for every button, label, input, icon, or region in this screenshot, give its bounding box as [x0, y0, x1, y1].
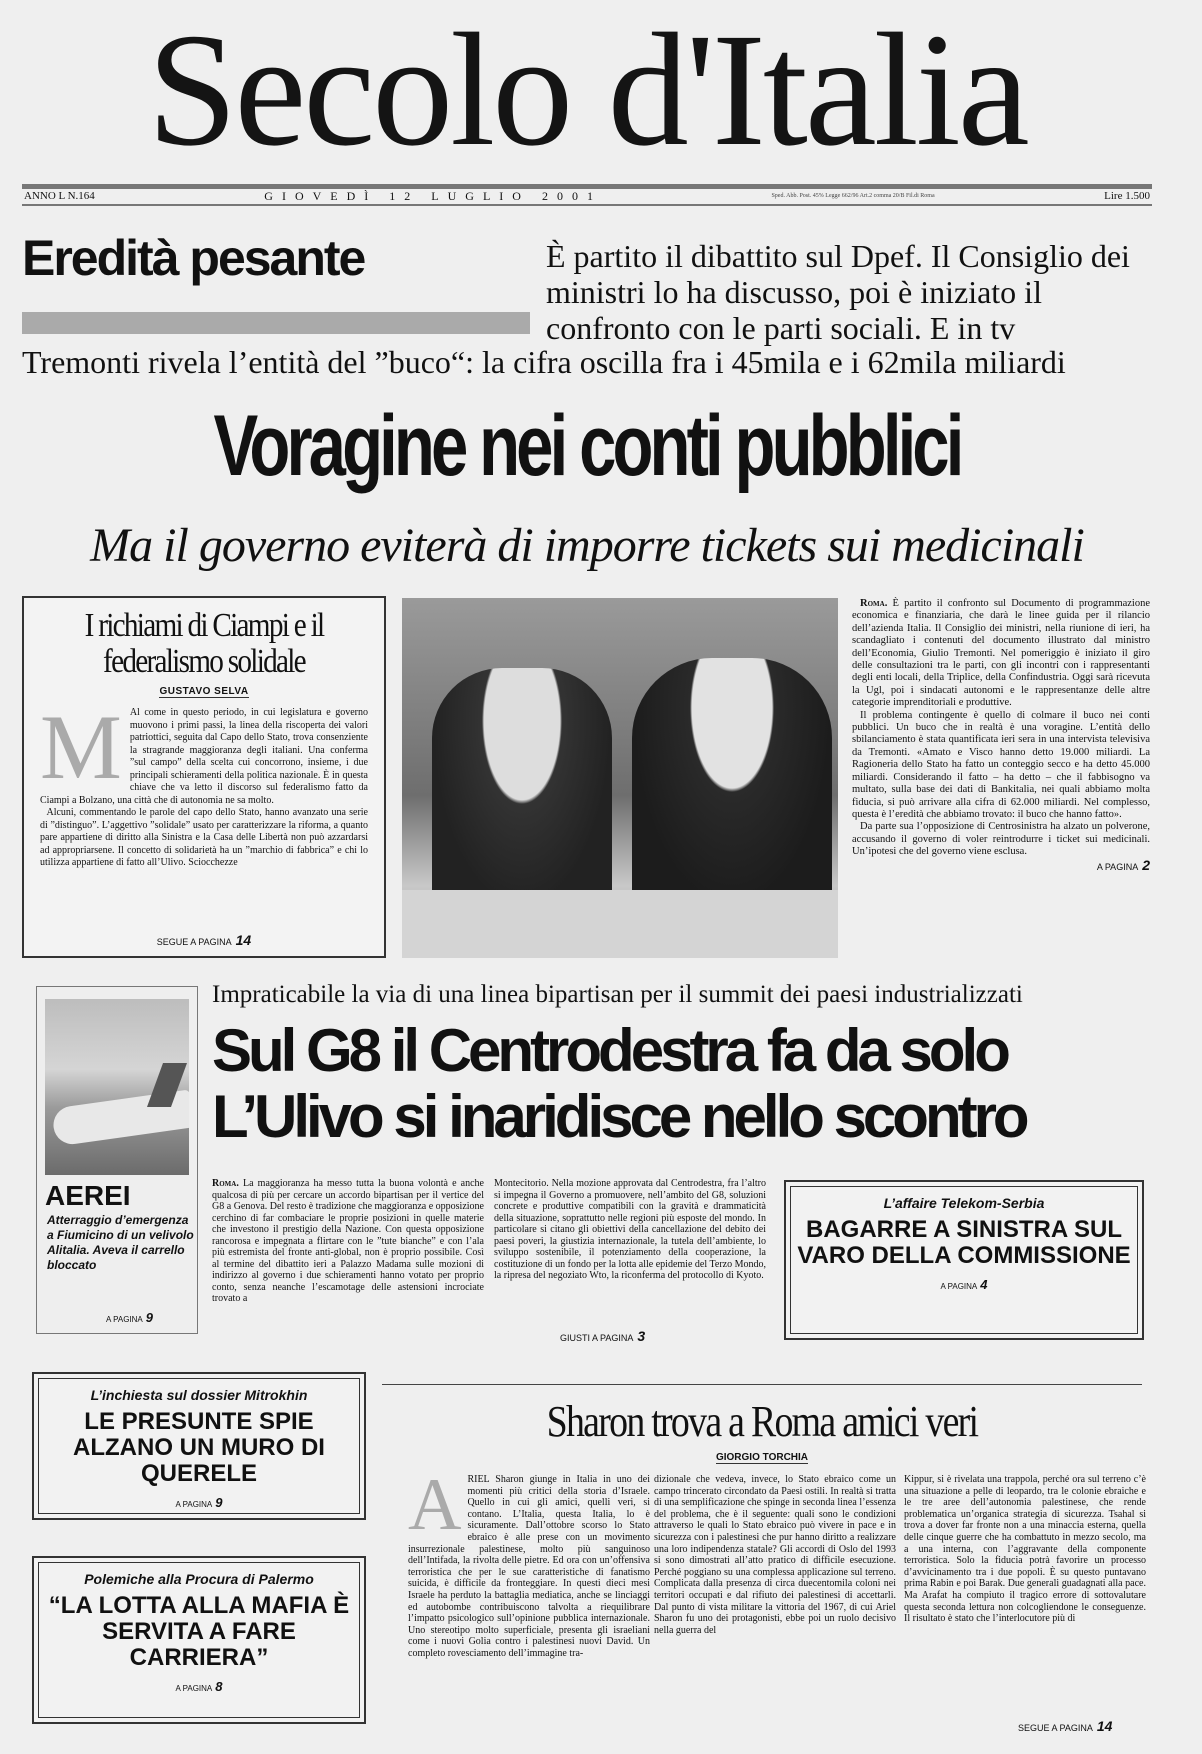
- g8-page-label: GIUSTI A PAGINA: [560, 1333, 634, 1343]
- palermo-page-label: A PAGINA: [175, 1684, 213, 1693]
- sharon-author: GIORGIO TORCHIA: [715, 1452, 809, 1463]
- aerei-box[interactable]: [36, 986, 198, 1334]
- lead-text-1: È partito il confronto sul Documento di programmazione economica e finanziaria, che darà le linee guida per il rilancio dell’azienda Italia. Il Consiglio dei ministri, nella riunione di ieri, ha scandagliato i contenuti del documento illustrato dal ministro dell’Economia, Giulio Tremonti. Nel pomeriggio è iniziato il giro delle consultazioni tra le parti, con gli incontri con i rappresentanti degli enti locali, della Triplice, della Confindustria. Oggi sarà ricevuta la Ugl, poi i sindacati autonomi e le rappresentanze delle altre categorie imprenditoriali e produttive.: [852, 598, 1151, 709]
- palermo-box[interactable]: [32, 1556, 366, 1724]
- aerei-photo: [45, 999, 189, 1175]
- editorial-byline: [24, 686, 384, 697]
- telekom-page-num: 4: [980, 1277, 988, 1292]
- aerei-page-label: A PAGINA: [106, 1315, 143, 1324]
- sharon-column-2: dizionale che vedeva, invece, lo Stato ebraico come un campo trincerato circondato da Paesi ostili. In realtà si tratta di una semplificazione che spinge in seconda linea l’essenza del problema, che è il seguente: quali sono le condizioni attraverso le quali lo Stato ebraico può vivere in pace e in sicurezza con i palestinesi che pur hanno diritto a realizzare una loro indipendenza statale? Gli accordi di Oslo del 1993 si sono dimostrati all’atto pratico di difficile esecuzione. Perché poggiano su una complessa applicazione sul terreno. Complicata dalla presenza di circa duecentomila coloni nei territori occupati e dal rifiuto dei palestinesi di accettarli. Dal punto di vista militare la vittoria del 1967, di cui Ariel Sharon fu uno dei protagonisti, ebbe poi un ruolo decisivo nella guerra del: [654, 1474, 896, 1636]
- editorial-continued[interactable]: [24, 932, 384, 948]
- g8-kicker: Impraticabile la via di una linea bipartisan per il summit dei paesi industrializzati: [212, 981, 1023, 1008]
- postal-notice: Sped. Abb. Post. 45% Legge 662/96 Art.2 comma 20/B Fil.di Roma: [771, 193, 935, 199]
- sharon-byline: [382, 1452, 1142, 1463]
- mitrokhin-page-ref: [39, 1495, 359, 1510]
- editorial-paragraph-2: Alcuni, commentando le parole del capo dello Stato, hanno avanzato una serie di ”distinguo”. L’aggettivo ”solidale” usato per caratterizzare la riforma, a quanto pare appartiene di diritto alla Sinistra e la Casa delle Libertà non può azzardarsi ad appropriarsene. Il concetto di solidarietà ha un ”marchio di fabbrica” e chi lo utilizza appartiene di fatto all’Ulivo. Sciocchezze: [40, 807, 368, 868]
- telekom-inner: [790, 1186, 1138, 1334]
- g8-headline-line-2: L’Ulivo si inaridisce nello scontro: [212, 1083, 1026, 1150]
- lead-paragraph-2: Il problema contingente è quello di colmare il buco nei conti pubblici. Un buco che in realtà è una voragine. L’entità dello sbilanciamento è stata quantificata ieri sera in una intervista televisiva da Tremonti. «Amato e Visco hanno detto 19.000 miliardi. La Ragioneria dello Stato ha fatto un conteggio secco e ha detto 45.000 miliardi. Considerando il fatto – ha detto – che il fabbisogno va multato, sulla base dei dati di Bankitalia, nei quali abbiamo molta fiducia, si può arrivare alla cifra di 62.000 miliardi. Nel complesso, questa è l’eredità che abbiamo trovato: il buco che hanno fatto».: [852, 709, 1150, 820]
- masthead-title: Secolo d'Italia: [147, 1, 1027, 180]
- sharon-column-3: Kippur, si è rivelata una trappola, perché ora sul terreno c’è una situazione a pelle di leopardo, tra le colonie ebraiche e le tre aree dell’autonomia palestinese, che rende problematica un’organica strategia di sicurezza. Tsahal si trova a dover far fronte non a una minaccia esterna, quella delle cinque guerre che ha combattuto in mezzo secolo, ma a una interna, con l’aggravante della componente terroristica. Solo la fiducia potrà favorire un processo d’avvicinamento tra i due popoli. È su questo puntavano prima Rabin e poi Barak. Due generali guadagnati alla pace. Ma Arafat ha compiuto il tragico errore di sottovalutare questa seconda lettura non colcogliendone le conseguenze. Il risultato è stato che l’interlocutore più di: [904, 1474, 1146, 1625]
- issue-date: GIOVEDÌ 12 LUGLIO 2001: [264, 189, 602, 203]
- mitrokhin-inner: [38, 1378, 360, 1514]
- aerei-page-num: 9: [145, 1310, 153, 1325]
- editorial-paragraph-1: Al come in questo periodo, in cui legislatura e governo muovono i primi passi, la linea della riscoperta dei valori patriottici, seguita dal Capo dello Stato, trova consenziente la stragrande maggioranza degli italiani. Una conferma ”sul campo” della scelta cui concorrono, insieme, i due principali schieramenti della politica nazionale. È in questa chiave che va letto il discorso sul federalismo fatto da Ciampi a Bolzano, una città che di autonomia ne sa molto.: [40, 707, 368, 806]
- g8-column-2: Montecitorio. Nella mozione approvata dal Centrodestra, fra l’altro si impegna il Governo a promuovere, nell’ambito del G8, soluzioni concrete e produttive compatibili con la gravità e drammaticità della situazione, soprattutto nelle regioni più esposte del mondo. In particolare si citano gli obiettivi della cancellazione del debito dei paesi poveri, la giustizia internazionale, la tutela dell’ambiente, lo sviluppo sostenibile, il potenziamento della cooperazione, la costituzione di un fondo per la lotta alle epidemie del Terzo Mondo, la ripresa del negoziato Wto, la riconferma del protocollo di Kyoto.: [494, 1178, 766, 1281]
- lead-subline: Tremonti rivela l’entità del ”buco“: la cifra oscilla fra i 45mila e i 62mila miliardi: [22, 344, 1066, 380]
- sharon-text-1: RIEL Sharon giunge in Italia in uno dei momenti più critici della storia d’Israele. Quello in cui gli amici, quelli veri, si contano. L’Italia, questa Italia, lo è sicuramente. Dall’ottobre scorso lo Stato ebraico è alle prese con un movimento insurrezionale palestinese, molto più sanguinoso dell’Intifada, la rivolta delle pietre. Ed ora con un’offensiva terroristica che per le sue caratteristiche di fanatismo suicida, è difficile da fronteggiare. In questi dieci mesi Israele ha perduto la battaglia mediatica, anche se linciaggi ed autobombe contribuiscono talvolta a riequilibrare l’impatto psicologico sull’opinione pubblica internazionale. Uno stereotipo molto superficiale, presenta gli israeliani come i nuovi Golia contro i palestinesi nuovi David. Un completo rovesciamento dell’immagine tra-: [408, 1474, 650, 1659]
- telekom-headline: BAGARRE A SINISTRA SUL VARO DELLA COMMISSIONE: [797, 1216, 1131, 1269]
- editorial-dropcap: M: [40, 707, 122, 798]
- lead-dateline: Roma.: [860, 598, 888, 609]
- telekom-kicker: L’affaire Telekom-Serbia: [883, 1195, 1045, 1211]
- palermo-headline: “LA LOTTA ALLA MAFIA È SERVITA A FARE CARRIERA”: [48, 1592, 350, 1671]
- lead-paragraph-3: Da parte sua l’opposizione di Centrosinistra ha alzato un polverone, accusando il governo di voler reintrodurre i ticket sui medicinali. Un’ipotesi che del governo viene esclusa.: [852, 821, 1150, 858]
- g8-page-num: 3: [637, 1328, 646, 1344]
- telekom-box[interactable]: [784, 1180, 1144, 1340]
- continued-page: 14: [235, 932, 252, 948]
- continued-label: SEGUE A PAGINA: [156, 937, 232, 947]
- aerei-page-ref: [106, 1310, 153, 1325]
- editorial-box[interactable]: [22, 596, 386, 958]
- mitrokhin-box[interactable]: [32, 1372, 366, 1520]
- aerei-title: AEREI: [45, 1180, 131, 1211]
- lead-continued-page: 2: [1142, 856, 1150, 873]
- dateline: [22, 184, 1152, 206]
- lead-photo: [402, 598, 838, 958]
- mitrokhin-page-num: 9: [215, 1495, 223, 1510]
- photo-desk: [402, 890, 838, 958]
- g8-text-1: La maggioranza ha messo tutta la buona volontà e anche qualcosa di più per cercare un accordo bipartisan per il vertice del G8 a Genova. Del resto è tradizione che maggioranza e opposizione cerchino di far combaciare le proprie posizioni in quelle materie che investono il prestigio della Nazione. Con questa opposizione rancorosa e impegnata a flirtare con le ”tute bianche” e con l’ala più estremista del fronte anti-global, non è proprio possibile. Così al termine del dibattito ieri a Palazzo Madama sulle mozioni di indirizzo al governo i due schieramenti hanno votato per proprio conto, senza neanche l’escamotage delle astensioni incrociate trovato a: [212, 1178, 484, 1304]
- editorial-title: I richiami di Ciampi e il federalismo solidale: [84, 607, 324, 680]
- g8-column-1: [212, 1178, 484, 1305]
- mitrokhin-headline: LE PRESUNTE SPIE ALZANO UN MURO DI QUERELE: [73, 1408, 325, 1487]
- sharon-column-1: [408, 1474, 650, 1716]
- sharon-dropcap: A: [408, 1474, 462, 1546]
- sharon-continued-page: 14: [1096, 1718, 1113, 1734]
- palermo-page-ref: [39, 1679, 359, 1694]
- kicker-bar: [22, 312, 530, 334]
- g8-dateline: Roma.: [212, 1178, 239, 1189]
- issue-price: Lire 1.500: [1104, 190, 1150, 202]
- aerei-text: Atterraggio d’emergenza a Fiumicino di un velivolo Alitalia. Aveva il carrello bloccato: [47, 1213, 194, 1272]
- lead-headline[interactable]: Voragine nei conti pubblici: [213, 398, 961, 494]
- sharon-headline[interactable]: Sharon trova a Roma amici veri: [546, 1397, 978, 1446]
- g8-headline-line-1: Sul G8 il Centrodestra fa da solo: [212, 1017, 1007, 1084]
- lead-kicker: Eredità pesante: [22, 230, 365, 286]
- section-divider: [382, 1384, 1142, 1385]
- g8-page-ref[interactable]: [560, 1328, 645, 1344]
- issue-number: ANNO L N.164: [24, 190, 95, 202]
- mitrokhin-kicker: L’inchiesta sul dossier Mitrokhin: [90, 1387, 308, 1403]
- sharon-continued-label: SEGUE A PAGINA: [1018, 1723, 1093, 1733]
- telekom-page-ref: [791, 1277, 1137, 1292]
- lead-paragraph-1: [852, 598, 1150, 710]
- lead-continued[interactable]: [852, 856, 1150, 873]
- lead-deck: È partito il dibattito sul Dpef. Il Consiglio dei ministri lo ha discusso, poi è iniziato il confronto con le parti sociali. E in tv: [546, 238, 1130, 346]
- editorial-author: GUSTAVO SELVA: [159, 686, 249, 697]
- palermo-inner: [38, 1562, 360, 1718]
- lead-article: [852, 598, 1150, 873]
- palermo-page-num: 8: [215, 1679, 223, 1694]
- g8-headline[interactable]: [212, 1018, 1152, 1150]
- lead-subhead: Ma il governo eviterà di imporre tickets sui medicinali: [90, 519, 1084, 572]
- sharon-continued[interactable]: [1018, 1718, 1112, 1734]
- lead-continued-label: A PAGINA: [1096, 861, 1139, 872]
- photo-figure-left: [432, 668, 612, 908]
- palermo-kicker: Polemiche alla Procura di Palermo: [84, 1571, 314, 1587]
- photo-figure-right: [632, 658, 832, 908]
- editorial-body: [40, 707, 368, 937]
- telekom-page-label: A PAGINA: [940, 1282, 978, 1291]
- mitrokhin-page-label: A PAGINA: [175, 1500, 213, 1509]
